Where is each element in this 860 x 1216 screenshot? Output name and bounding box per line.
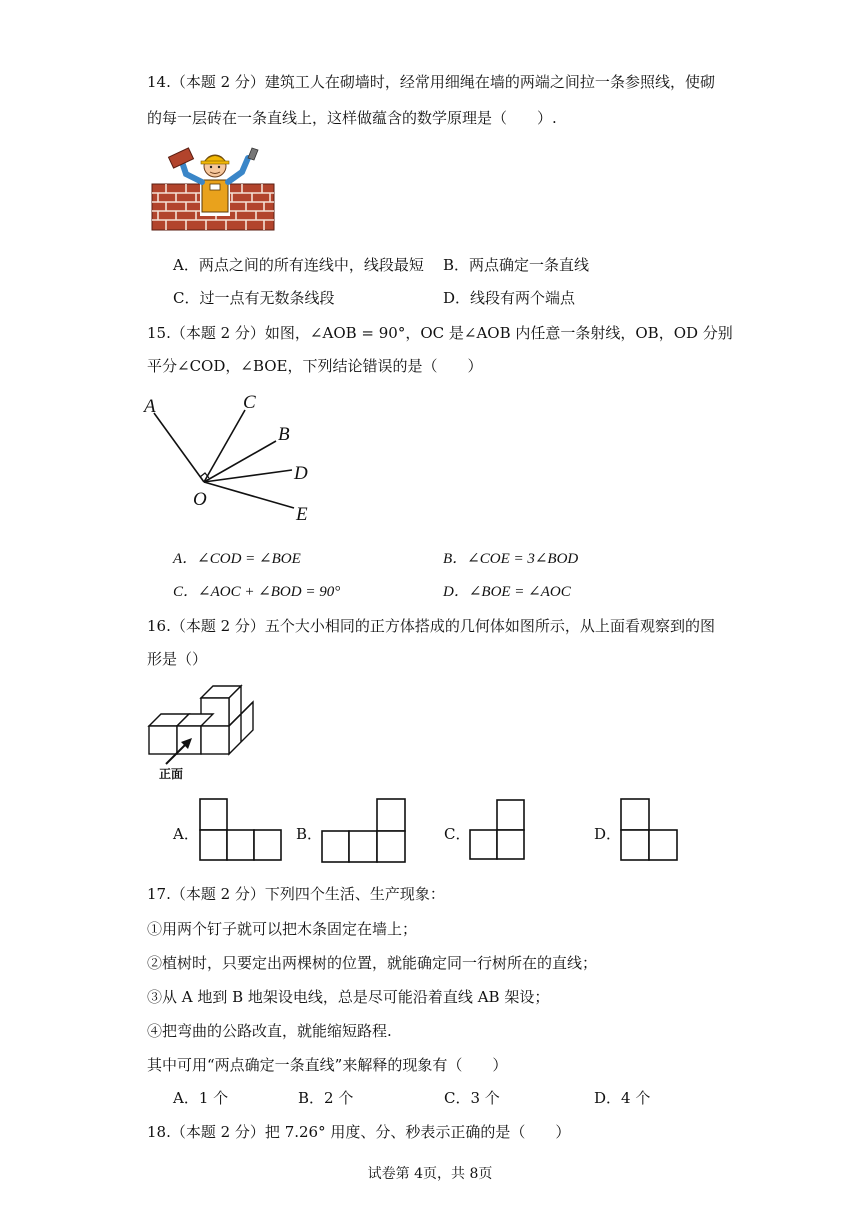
q17-option-c: C．3 个: [444, 1089, 500, 1107]
q15-option-c: C．∠AOC + ∠BOD = 90°: [173, 584, 341, 600]
cube-solid-figure: [140, 678, 260, 782]
q14-stem-line2: 的每一层砖在一条直线上，这样做蕴含的数学原理是（ ）.: [147, 109, 557, 127]
q15-stem-line1: 15.（本题 2 分）如图，∠AOB = 90°，OC 是∠AOB 内任意一条射线，OB，OD 分别: [147, 324, 733, 342]
q15-option-a: A．∠COD = ∠BOE: [173, 551, 301, 567]
front-label: 正面: [159, 767, 184, 781]
q17-option-b: B．2 个: [298, 1089, 354, 1107]
q16-stem-line2: 形是（）: [147, 650, 208, 668]
bricklayer-illustration: [150, 146, 278, 232]
q17-item-4: ④把弯曲的公路改直，就能缩短路程.: [147, 1022, 392, 1040]
point-label-c: C: [243, 392, 256, 413]
point-label-e: E: [296, 504, 308, 525]
q17-option-a: A．1 个: [173, 1089, 229, 1107]
q15-option-b: B．∠COE = 3∠BOD: [443, 551, 579, 567]
q16-option-d: D．: [594, 825, 622, 843]
angle-diagram: [140, 388, 330, 528]
q16-option-d-figure: [620, 798, 680, 862]
q17-item-1: ①用两个钉子就可以把木条固定在墙上；: [147, 920, 418, 938]
q17-item-2: ②植树时，只要定出两棵树的位置，就能确定同一行树所在的直线；: [147, 954, 598, 972]
q16-stem-line1: 16.（本题 2 分）五个大小相同的正方体搭成的几何体如图所示，从上面看观察到的图: [147, 617, 715, 635]
q14-option-a: A．两点之间的所有连线中，线段最短: [173, 256, 424, 274]
q15-option-d: D．∠BOE = ∠AOC: [443, 584, 571, 600]
point-label-o: O: [193, 489, 207, 510]
point-label-d: D: [294, 463, 308, 484]
q16-option-c: C．: [444, 825, 471, 843]
point-label-a: A: [144, 396, 156, 417]
page-footer: 试卷第 4页，共 8页: [367, 1166, 493, 1182]
q17-item-3: ③从 A 地到 B 地架设电线，总是尽可能沿着直线 AB 架设；: [147, 988, 550, 1006]
q17-question: 其中可用“两点确定一条直线”来解释的现象有（ ）: [147, 1056, 508, 1074]
q16-option-a-figure: [199, 798, 283, 862]
q16-option-a: A．: [173, 825, 199, 843]
q18-stem-line1: 18.（本题 2 分）把 7.26° 用度、分、秒表示正确的是（ ）: [147, 1123, 571, 1141]
q14-option-c: C．过一点有无数条线段: [173, 289, 335, 307]
point-label-b: B: [278, 424, 290, 445]
q16-option-b: B．: [296, 825, 323, 843]
q17-option-d: D．4 个: [594, 1089, 651, 1107]
q14-option-b: B．两点确定一条直线: [443, 256, 590, 274]
q17-stem-line1: 17.（本题 2 分）下列四个生活、生产现象：: [147, 885, 445, 903]
q14-stem-line1: 14.（本题 2 分）建筑工人在砌墙时，经常用细绳在墙的两端之间拉一条参照线，使砌: [147, 73, 715, 91]
q15-stem-line2: 平分∠COD，∠BOE，下列结论错误的是（ ）: [147, 357, 483, 375]
q14-option-d: D．线段有两个端点: [443, 289, 576, 307]
q16-option-c-figure: [469, 799, 527, 861]
q16-option-b-figure: [321, 798, 407, 864]
